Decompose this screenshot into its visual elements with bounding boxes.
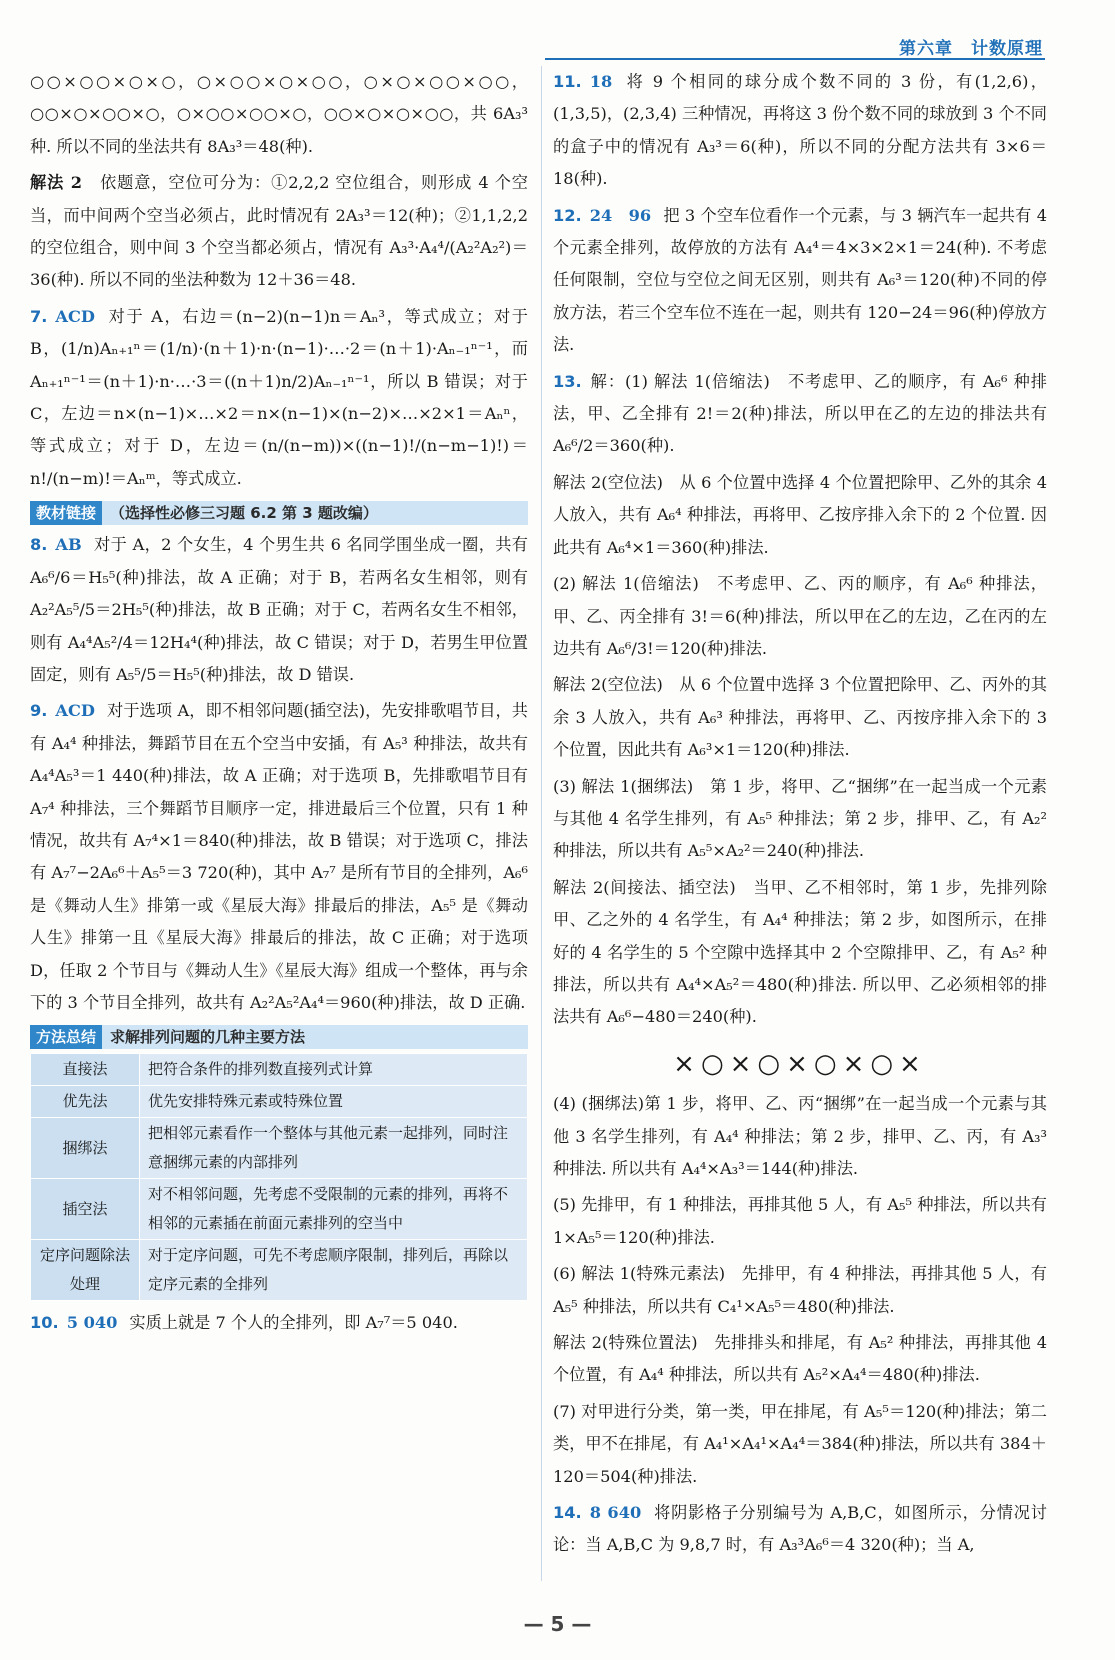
paragraph — [553, 1189, 1047, 1254]
text: (7) 对甲进行分类，第一类，甲在排尾，有 A₅⁵＝120(种)排法；第二类，甲不在排尾，有 A₄¹×A₄¹×A₄⁴＝384(种)排法，所以共有 384＋120＝504(种)排法. — [553, 1401, 1047, 1486]
question-14 — [553, 1497, 1047, 1562]
text: 解法 2(特殊位置法) 先排排头和排尾，有 A₅² 种排法，再排其他 4 个位置，有 A₄⁴ 种排法，所以共有 A₅²×A₄⁴＝480(种)排法. — [553, 1333, 1047, 1385]
text: 将阴影格子分别编号为 A,B,C，如图所示，分情况讨论：当 A,B,C 为 9,8,7 时，有 A₃³A₆⁶＝4 320(种)；当 A, — [553, 1503, 1047, 1555]
textbook-link-banner — [30, 501, 528, 525]
solution-label: 解法 2 — [30, 173, 83, 193]
method-desc: 把符合条件的排列数直接列式计算 — [140, 1054, 528, 1086]
banner-text: 求解排列问题的几种主要方法 — [110, 1028, 306, 1047]
answer: AB — [55, 535, 82, 555]
paragraph — [553, 1396, 1047, 1493]
text: (6) 解法 1(特殊元素法) 先排甲，有 4 种排法，再排其他 5 人，有 A₅⁵ 种排法，所以共有 C₄¹×A₅⁵＝480(种)排法. — [553, 1264, 1047, 1316]
right-column — [553, 66, 1047, 1566]
question-number: 11. — [553, 72, 582, 91]
text: 对于 A，右边＝(n−2)(n−1)n＝Aₙ³，等式成立；对于 B，(1/n)Aₙ₊₁ⁿ＝(1/n)·(n＋1)·n·(n−1)·…·2＝(n＋1)·Aₙ₋₁ⁿ⁻¹，而 Aₙ₊₁ⁿ⁻¹＝(n＋1)·n·…·3＝((n＋1)n/2)Aₙ₋₁ⁿ⁻¹，所以 B 错误；对于 C，左边＝n×(n−1)×…×2＝n×(n−1)×(n−2)×…×2×1＝Aₙⁿ，等式成立；对于 D，左边＝(n/(n−m))×((n−1)!/(n−m−1)!)＝n!/(n−m)!＝Aₙᵐ，等式成立. — [30, 306, 528, 488]
paragraph — [553, 1088, 1047, 1185]
text: ○○×○○×○×○，○×○○×○×○○，○×○×○○×○○，○○×○×○○×○，○×○○×○○×○，○○×○×○×○○，共 6A₃³ 种. 所以不同的坐法共有 8A₃³＝48(种). — [30, 72, 528, 156]
text: 解法 2(空位法) 从 6 个位置中选择 3 个位置把除甲、乙、丙外的其余 3 人放入，共有 A₆³ 种排法，再将甲、乙、丙按序排入余下的 3 个位置，因此共有 A₆³×1＝120(种)排法. — [553, 675, 1047, 760]
paragraph — [553, 568, 1047, 665]
text: 实质上就是 7 个人的全排列，即 A₇⁷＝5 040. — [129, 1313, 458, 1333]
method-name: 插空法 — [31, 1179, 140, 1240]
table-row — [31, 1086, 528, 1118]
text: 对于选项 A，即不相邻问题(插空法)，先安排歌唱节目，共有 A₄⁴ 种排法，舞蹈节目在五个空当中安插，有 A₅³ 种排法，故共有 A₄⁴A₅³＝1 440(种)排法，故 A 正确；对于选项 B，先排歌唱节目有 A₇⁴ 种排法，三个舞蹈节目顺序一定，排进最后三个位置，只有 1 种情况，故共有 A₇⁴×1＝840(种)排法，故 B 错误；对于选项 C，排法有 A₇⁷−2A₆⁶＋A₅⁵＝3 720(种)，其中 A₇⁷ 是所有节目的全排列，A₆⁶ 是《舞动人生》排第一或《星辰大海》排最后的排法，A₅⁵ 是《舞动人生》排第一且《星辰大海》排最后的排法，故 C 正确；对于选项 D，任取 2 个节目与《舞动人生》《星辰大海》组成一个整体，再与余下的 3 个节目全排列，故共有 A₂²A₅²A₄⁴＝960(种)排法，故 D 正确. — [30, 701, 528, 1012]
answer: 18 — [589, 72, 613, 91]
question-13 — [553, 366, 1047, 463]
header-rule — [545, 58, 1045, 60]
table-row — [31, 1118, 528, 1179]
paragraph — [553, 467, 1047, 564]
method-desc: 优先安排特殊元素或特殊位置 — [140, 1086, 528, 1118]
banner-text: （选择性必修三习题 6.2 第 3 题改编） — [110, 504, 378, 523]
text: 解：(1) 解法 1(倍缩法) 不考虑甲、乙的顺序，有 A₆⁶ 种排法，甲、乙全排有 2!＝2(种)排法，所以甲在乙的左边的排法共有 A₆⁶/2＝360(种). — [553, 371, 1047, 456]
answer: ACD — [55, 306, 95, 326]
question-number: 12. — [553, 205, 582, 225]
text: (3) 解法 1(捆绑法) 第 1 步，将甲、乙“捆绑”在一起当成一个元素与其他 4 名学生排列，有 A₅⁵ 种排法；第 2 步，排甲、乙，有 A₂² 种排法，所以共有 A₅⁵×A₂²＝240(种)排法. — [553, 776, 1047, 861]
method-desc: 对不相邻问题，先考虑不受限制的元素的排列，再将不相邻的元素插在前面元素排列的空当中 — [140, 1179, 528, 1240]
question-number: 7. — [30, 306, 48, 326]
method-name: 定序问题除法处理 — [31, 1240, 140, 1301]
banner-tag: 方法总结 — [30, 1025, 102, 1049]
text: 把 3 个空车位看作一个元素，与 3 辆汽车一起共有 4 个元素全排列，故停放的方法有 A₄⁴＝4×3×2×1＝24(种). 不考虑任何限制，空位与空位之间无区别，则共有 A₆³＝120(种)不同的停放方法，若三个空车位不连在一起，则共有 120−24＝96(种)停放方法. — [553, 205, 1048, 355]
method-desc: 把相邻元素看作一个整体与其他元素一起排列，同时注意捆绑元素的内部排列 — [140, 1118, 528, 1179]
text: 解法 2(间接法、插空法) 当甲、乙不相邻时，第 1 步，先排列除甲、乙之外的 4 名学生，有 A₄⁴ 种排法；第 2 步，如图所示，在排好的 4 名学生的 5 个空隙中选择其中 2 个空隙排甲、乙，有 A₅² 种排法，所以共有 A₄⁴×A₅²＝480(种)排法. 所以甲、乙必须相邻的排法共有 A₆⁶−480＝240(种). — [553, 877, 1047, 1027]
banner-tag: 教材链接 — [30, 501, 102, 525]
paragraph — [553, 1327, 1047, 1392]
question-number: 14. — [553, 1503, 582, 1523]
left-column — [30, 66, 528, 1344]
page-number: — 5 — — [523, 1612, 592, 1636]
paragraph — [553, 872, 1047, 1034]
method-name: 优先法 — [31, 1086, 140, 1118]
text: 将 9 个相同的球分成个数不同的 3 份，有(1,2,6)，(1,3,5)，(2,3,4) 三种情况，再将这 3 份个数不同的球放到 3 个不同的盒子中的情况有 A₃³＝6(种)，所以不同的分配方法共有 3×6＝18(种). — [553, 72, 1047, 189]
text: 依题意，空位可分为：①2,2,2 空位组合，则形成 4 个空当，而中间两个空当必须占，此时情况有 2A₃³＝12(种)；②1,1,2,2 的空位组合，则中间 3 个空当都必须占，情况有 A₃³·A₄⁴/(A₂²A₂²)＝36(种). 所以不同的坐法种数为 12＋36＝48. — [30, 173, 528, 290]
text: (2) 解法 1(倍缩法) 不考虑甲、乙、丙的顺序，有 A₆⁶ 种排法，甲、乙、丙全排有 3!＝6(种)排法，所以甲在乙的左边，乙在丙的左边共有 A₆⁶/3!＝120(种)排法. — [553, 574, 1047, 658]
table-row — [31, 1240, 528, 1301]
paragraph — [30, 66, 528, 163]
answer: 5 040 — [66, 1313, 118, 1333]
question-12 — [553, 200, 1047, 362]
question-10 — [30, 1307, 528, 1339]
answer: ACD — [55, 701, 95, 721]
answer: 8 640 — [589, 1503, 642, 1523]
text: (5) 先排甲，有 1 种排法，再排其他 5 人，有 A₅⁵ 种排法，所以共有 1×A₅⁵＝120(种)排法. — [553, 1195, 1047, 1247]
paragraph — [553, 1258, 1047, 1323]
question-number: 9. — [30, 701, 48, 721]
method-name: 捆绑法 — [31, 1118, 140, 1179]
text: 对于 A，2 个女生，4 个男生共 6 名同学围坐成一圈，共有 A₆⁶/6＝H₅⁵(种)排法，故 A 正确；对于 B，若两名女生相邻，则有 A₂²A₅⁵/5＝2H₅⁵(种)排法，故 B 正确；对于 C，若两名女生不相邻，则有 A₄⁴A₅²/4＝12H₄⁴(种)排法，故 C 错误；对于 D，若男生甲位置固定，则有 A₅⁵/5＝H₅⁵(种)排法，故 D 错误. — [30, 535, 528, 684]
question-9 — [30, 695, 528, 1019]
table-row — [31, 1054, 528, 1086]
paragraph — [30, 167, 528, 297]
question-number: 10. — [30, 1313, 59, 1333]
paragraph — [553, 669, 1047, 766]
question-7 — [30, 301, 528, 495]
answer: 24 96 — [589, 205, 652, 225]
table-row — [31, 1179, 528, 1240]
method-desc: 对于定序问题，可先不考虑顺序限制，排列后，再除以定序元素的全排列 — [140, 1240, 528, 1301]
question-11 — [553, 66, 1047, 196]
text: (4) (捆绑法)第 1 步，将甲、乙、丙“捆绑”在一起当成一个元素与其他 3 名学生排列，有 A₄⁴ 种排法；第 2 步，排甲、乙、丙，有 A₃³ 种排法. 所以共有 A₄⁴×A₃³＝144(种)排法. — [553, 1094, 1047, 1178]
paragraph — [553, 771, 1047, 868]
chapter-header: 第六章 计数原理 — [899, 39, 1043, 59]
gap-diagram: ×○×○×○×○× — [673, 1048, 927, 1079]
method-summary-banner — [30, 1025, 528, 1049]
column-divider — [541, 66, 542, 1581]
method-name: 直接法 — [31, 1054, 140, 1086]
question-8 — [30, 529, 528, 691]
method-table — [30, 1053, 528, 1301]
question-number: 8. — [30, 535, 48, 555]
text: 解法 2(空位法) 从 6 个位置中选择 4 个位置把除甲、乙外的其余 4 人放入，共有 A₆⁴ 种排法，再将甲、乙按序排入余下的 2 个位置. 因此共有 A₆⁴×1＝360(种)排法. — [553, 472, 1047, 557]
question-number: 13. — [553, 371, 582, 391]
